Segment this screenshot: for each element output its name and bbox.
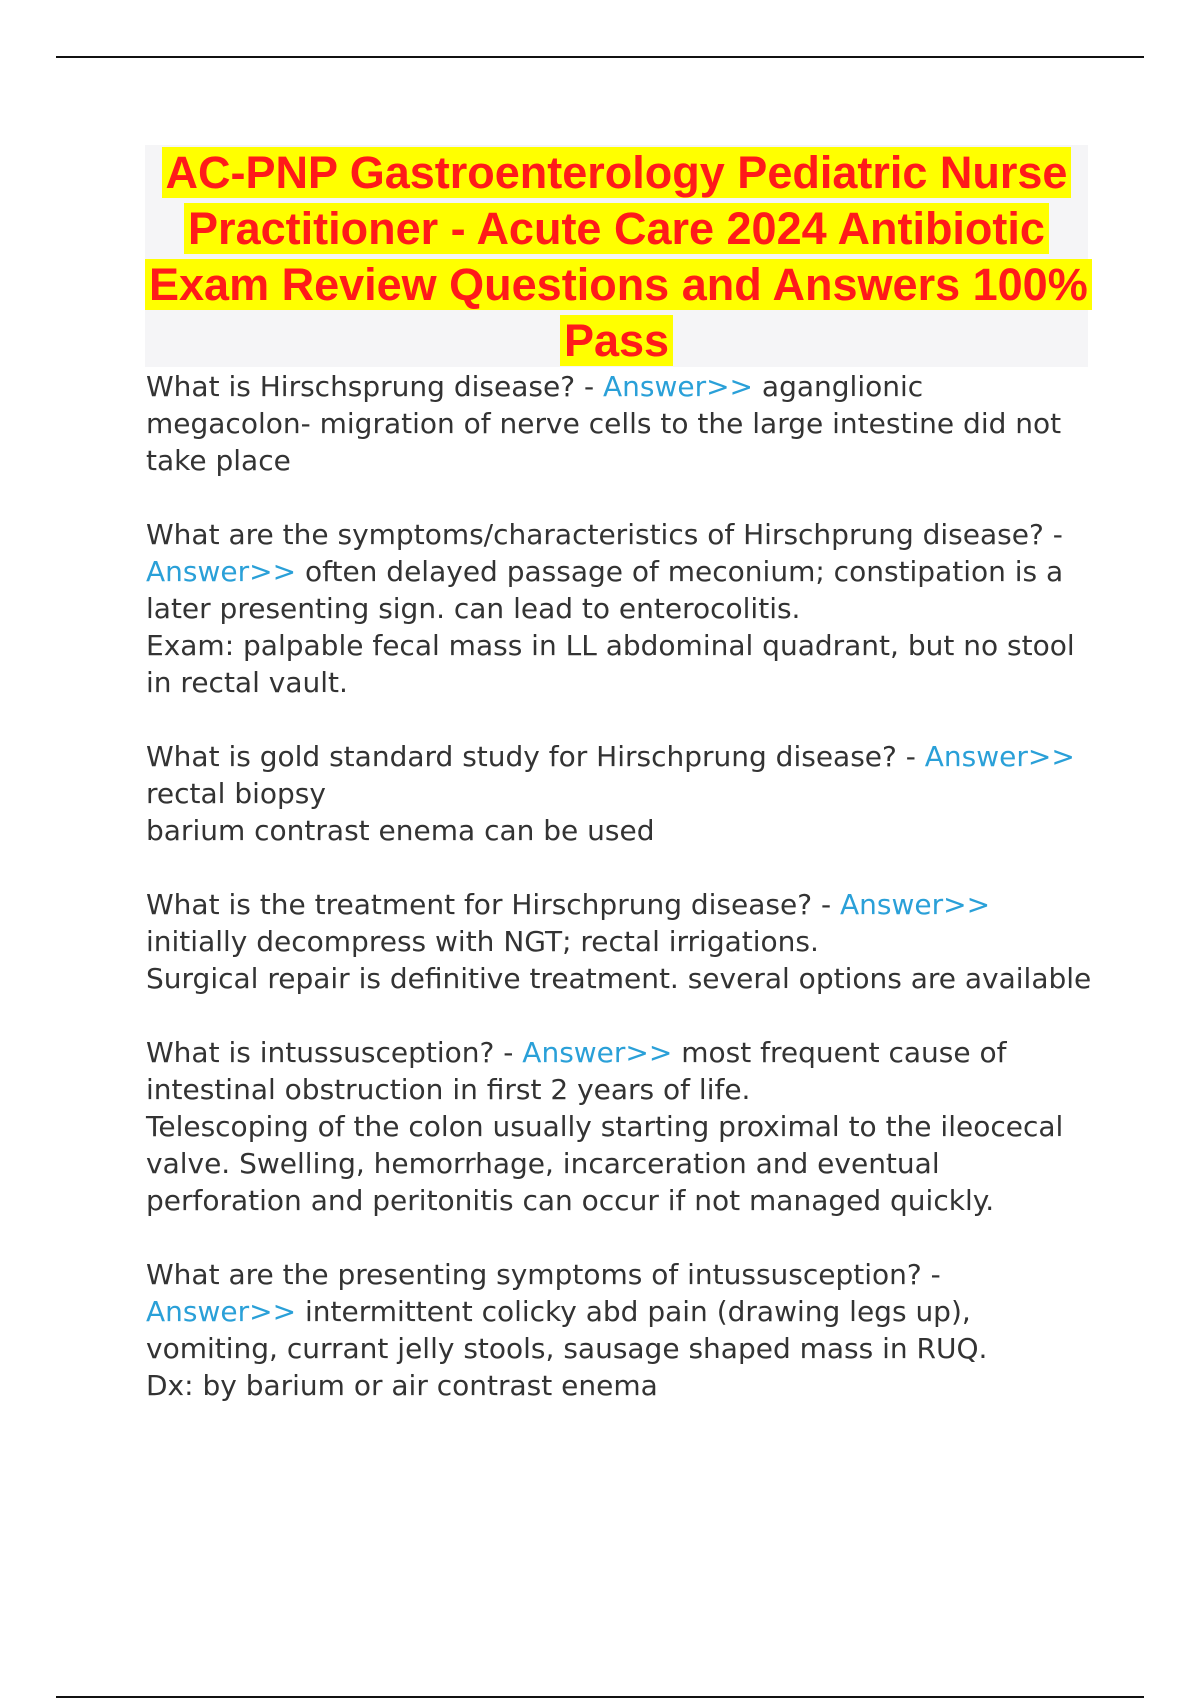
answer-extra: Dx: by barium or air contrast enema	[146, 1369, 658, 1402]
top-rule	[56, 56, 1144, 58]
answer-label: Answer>>	[839, 888, 991, 921]
answer-text: rectal biopsy	[146, 777, 326, 810]
answer-label: Answer>>	[522, 1036, 673, 1069]
qa-item	[146, 1034, 1096, 1219]
answer-extra: Telescoping of the colon usually starting proximal to the ileocecal valve. Swelling, hemorrhage, incarceration and eventual perforation and peritonitis can occur if not managed quickly.	[146, 1110, 1064, 1217]
qa-item	[146, 738, 1096, 849]
qa-item	[146, 516, 1096, 701]
question-text: What is intussusception? -	[146, 1036, 523, 1069]
qa-item	[146, 368, 1096, 479]
qa-item	[146, 1256, 1096, 1404]
answer-label: Answer>>	[602, 370, 754, 403]
title-box	[145, 145, 1088, 367]
answer-text: most frequent cause of intestinal obstruction in first 2 years of life.	[146, 1036, 1007, 1106]
answer-label: Answer>>	[146, 555, 297, 588]
qa-item	[146, 886, 1096, 997]
answer-text: often delayed passage of meconium; constipation is a later presenting sign. can lead to enterocolitis.	[146, 555, 1064, 625]
answer-text: intermittent colicky abd pain (drawing legs up), vomiting, currant jelly stools, sausage shaped mass in RUQ.	[146, 1295, 988, 1365]
question-text: What is gold standard study for Hirschprung disease? -	[146, 740, 925, 773]
title-highlight: AC-PNP Gastroenterology Pediatric Nurse Practitioner - Acute Care 2024 Antibiotic Exam Review Questions and Answers 100% Pass	[145, 147, 1092, 366]
answer-extra: Exam: palpable fecal mass in LL abdominal quadrant, but no stool in rectal vault.	[146, 629, 1075, 699]
answer-extra: barium contrast enema can be used	[146, 814, 655, 847]
answer-label: Answer>>	[146, 1295, 297, 1328]
answer-label: Answer>>	[924, 740, 1075, 773]
document-title	[145, 145, 1088, 369]
question-text: What is the treatment for Hirschprung disease? -	[146, 888, 840, 921]
bottom-rule	[56, 1696, 1144, 1698]
question-text: What are the presenting symptoms of intussusception? -	[146, 1258, 941, 1291]
answer-extra: Surgical repair is definitive treatment. several options are available	[146, 962, 1092, 995]
question-text: What are the symptoms/characteristics of Hirschprung disease? -	[146, 518, 1063, 551]
question-text: What is Hirschsprung disease? -	[146, 370, 603, 403]
answer-text: aganglionic megacolon- migration of nerve cells to the large intestine did not take place	[146, 370, 1062, 477]
answer-text: initially decompress with NGT; rectal irrigations.	[146, 925, 819, 958]
qa-list	[146, 368, 1096, 1441]
